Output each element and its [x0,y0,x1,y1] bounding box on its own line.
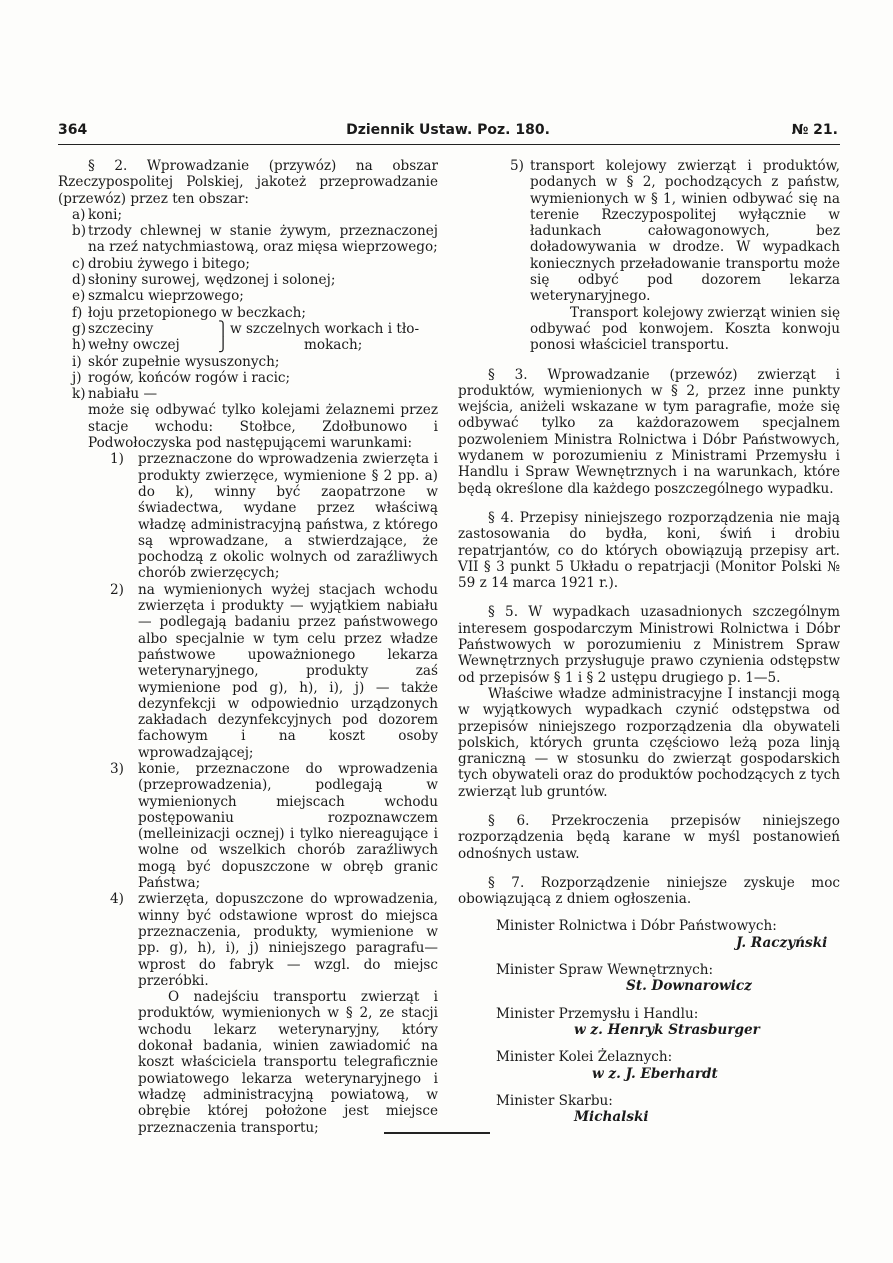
list-item-text: słoniny surowej, wędzonej i solonej; [88,272,336,289]
page-header [58,118,838,142]
list-item-text: zwierzęta, dopuszczone do wprowadzenia, winny być odstawione wprost do miejsca przeznaczenia, produkty, wymienione w pp. g), h), i), j) niniejszego paragrafu—wprost do fabryk — wzgl. do miejsc przeróbki. [138,891,438,989]
list-item-text: nabiału — [88,386,158,403]
end-rule [384,1132,490,1134]
transport-notice: O nadejściu transportu zwierząt i produktów, wymienionych w § 2, ze stacji wchodu lekarz weterynaryjny, który dokonał badania, winien zawiadomić na koszt właściciela transportu telegraficznie powiatowego lekarza weterynaryjnego i władzę administracyjną powiatową, w obrębie której położone jest miejsce przeznaczenia transportu; [138,989,438,1136]
section-2-intro: § 2. Wprowadzanie (przywóz) na obszar Rzeczypospolitej Polskiej, jakoteż przeprowadzanie (przewóz) przez ten obszar: [58,158,438,207]
signature-name: St. Downarowicz [626,978,752,995]
signature-role: Minister Rolnictwa i Dóbr Państwowych: [496,918,777,935]
list-item [58,256,438,272]
list-item [58,272,438,288]
signature-role: Minister Skarbu: [496,1092,613,1109]
signature-name: w z. J. Eberhardt [592,1065,718,1082]
brace-top-icon: ⎫ [218,320,229,337]
signature-block [458,962,840,995]
list-item-text: konie, przeznaczone do wprowadzenia (przeprowadzenia), podlegają w wymienionych miejscach wchodu postępowaniu rozpoznawczem (melleinizacji ocznej) i tylko niereagujące i wolne od wszelkich chorób zaraźliwych mogą być dopuszczone w obręb granic Państwa; [138,760,438,892]
list-item-text: trzody chlewnej w stanie żywym, przeznaczonej na rzeź natychmiastową, oraz mięsa wieprzowego; [88,223,438,256]
list-item-text: przeznaczone do wprowadzenia zwierzęta i produkty zwierzęce, wymienione § 2 pp. a) do k), winny być zaopatrzone w świadectwa, wydane przez właściwą władzę administracyjną państwa, z którego są wprowadzane, a stwierdzające, że pochodzą z okolic wolnych od zaraźliwych chorób zwierzęcych; [138,451,438,582]
section-5: § 5. W wypadkach uzasadnionych szczególnym interesem gospodarczym Ministrowi Rolnictwa i Dóbr Państwowych w porozumieniu z Ministrem Spraw Wewnętrznych przysługuje prawo czynienia odstępstw od przepisów § 1 i § 2 ustępu drugiego p. 1—5. [458,604,840,686]
left-column [58,158,438,1136]
section-4: § 4. Przepisy niniejszego rozporządzenia nie mają zastosowania do bydła, koni, świń i drobiu repatrjantów, co do których obowiązują przepisy art. VII § 3 punkt 5 Układu o repatrjacji (Monitor Polski № 59 z 14 marca 1921 r.). [458,509,840,592]
condition-item [58,891,438,989]
list-item-label: e) [72,288,86,305]
condition-5: 5) transport kolejowy zwierząt i produktów, podanych w § 2, pochodzących z państw, wymienionych w § 1, winien odbywać się na terenie Rzeczypospolitej wyłącznie w ładunkach całowagonowych, bez doładowywania w drodze. W wypadkach koniecznych przeładowanie transportu może się odbyć pod dozorem lekarza weterynaryjnego. [510,158,840,305]
list-item-label: 4) [110,891,124,908]
list-item-text: drobiu żywego i bitego; [88,255,250,272]
list-item-label: 1) [110,451,124,468]
list-item-g: g) szczeciny ⎫ w szczelnych workach i tło- [72,320,420,337]
header-rule [58,144,840,145]
list-item [58,354,438,370]
list-item-label: 3) [110,760,124,777]
condition-item [58,582,438,761]
signature-block [458,1006,840,1039]
page-number: 364 [58,122,88,138]
section-6: § 6. Przekroczenia przepisów niniejszego rozporządzenia będą karane w myśl postanowień odnośnych ustaw. [458,812,840,862]
list-item-label: k) [72,386,86,403]
section-3: § 3. Wprowadzanie (przewóz) zwierząt i produktów, wymienionych w § 2, przez inne punkty wejścia, aniżeli wskazane w tym paragrafie, może się odbywać tylko za każdorazowem specjalnem pozwoleniem Ministra Rolnictwa i Dóbr Państwowych, wydanem w porozumieniu z Ministrami Przemysłu i Handlu i Spraw Wewnętrznych i na warunkach, które będą określone dla każdego poszczególnego wypadku. [458,366,840,497]
list-item [58,305,438,321]
list-item-label: i) [72,353,82,370]
list-item-text: na wymienionych wyżej stacjach wchodu zwierzęta i produkty — wyjątkiem nabiału — podlegają badaniu przez państwowego albo specjalnie w tym celu przez władze państwowe upoważnionego lekarza weterynaryjnego, produkty zaś wymienione pod g), h), i), j) — także dezynfekcji w odpowiednio urządzonych zakładach dezynfekcyjnych pod dozorem fachowym i na koszt osoby wprowadzającej; [138,581,438,761]
list-item-label: b) [72,223,87,240]
section-7: § 7. Rozporządzenie niniejsze zyskuje moc obowiązującą z dniem ogłoszenia. [458,874,840,908]
list-item-text: szmalcu wieprzowego; [88,288,244,305]
list-item-label: f) [72,304,83,321]
signature-role: Minister Spraw Wewnętrznych: [496,962,714,979]
section-5-paragraph-2: Właściwe władze administracyjne I instancji mogą w wyjątkowych wypadkach czynić odstępstwa od przepisów niniejszego rozporządzenia dla obywateli polskich, których grunta częściowo leżą poza linją graniczną — w stosunku do zwierząt gospodarskich tych obywateli oraz do produktów pochodzących z tych zwierząt lub gruntów. [458,685,840,800]
list-item-text: rogów, końców rogów i racic; [88,369,291,386]
list-item-text: skór zupełnie wysuszonych; [88,353,280,370]
brace-bottom-icon: ⎭ [218,337,229,354]
list-item [58,207,438,223]
right-column [458,158,840,1125]
list-item [58,223,438,256]
list-item-text: łoju przetopionego w beczkach; [88,304,306,321]
signature-block [458,918,840,951]
signature-role: Minister Kolei Żelaznych: [496,1049,673,1066]
list-item-label: c) [72,255,85,272]
list-item-label: j) [72,369,82,386]
list-item-label: a) [72,206,86,223]
condition-item [58,761,438,891]
signature-name: w z. Henryk Strasburger [574,1021,760,1038]
list-item-h: h) wełny owczej ⎭ mokach; [72,337,363,354]
signature-role: Minister Przemysłu i Handlu: [496,1005,699,1022]
condition-item [58,451,438,581]
list-item [58,288,438,304]
issue-number: № 21. [791,122,838,138]
list-item [58,370,438,386]
list-item-label: 2) [110,581,124,598]
condition-5-convoy: Transport kolejowy zwierząt winien się odbywać pod konwojem. Koszta konwoju ponosi właściciel transportu. [530,304,840,354]
list-item-label: d) [72,272,87,289]
k-continuation: może się odbywać tylko kolejami żelaznemi przez stacje wchodu: Stołbce, Zdołbunowo i Podwołoczyska pod następującemi warunkami: [88,402,438,452]
signature-name: Michalski [574,1109,649,1126]
signature-name: J. Raczyński [736,934,828,951]
signature-block [458,1093,840,1126]
signature-block [458,1049,840,1082]
list-item-text: koni; [88,206,123,223]
list-item [58,386,438,402]
journal-title: Dziennik Ustaw. Poz. 180. [346,122,550,138]
